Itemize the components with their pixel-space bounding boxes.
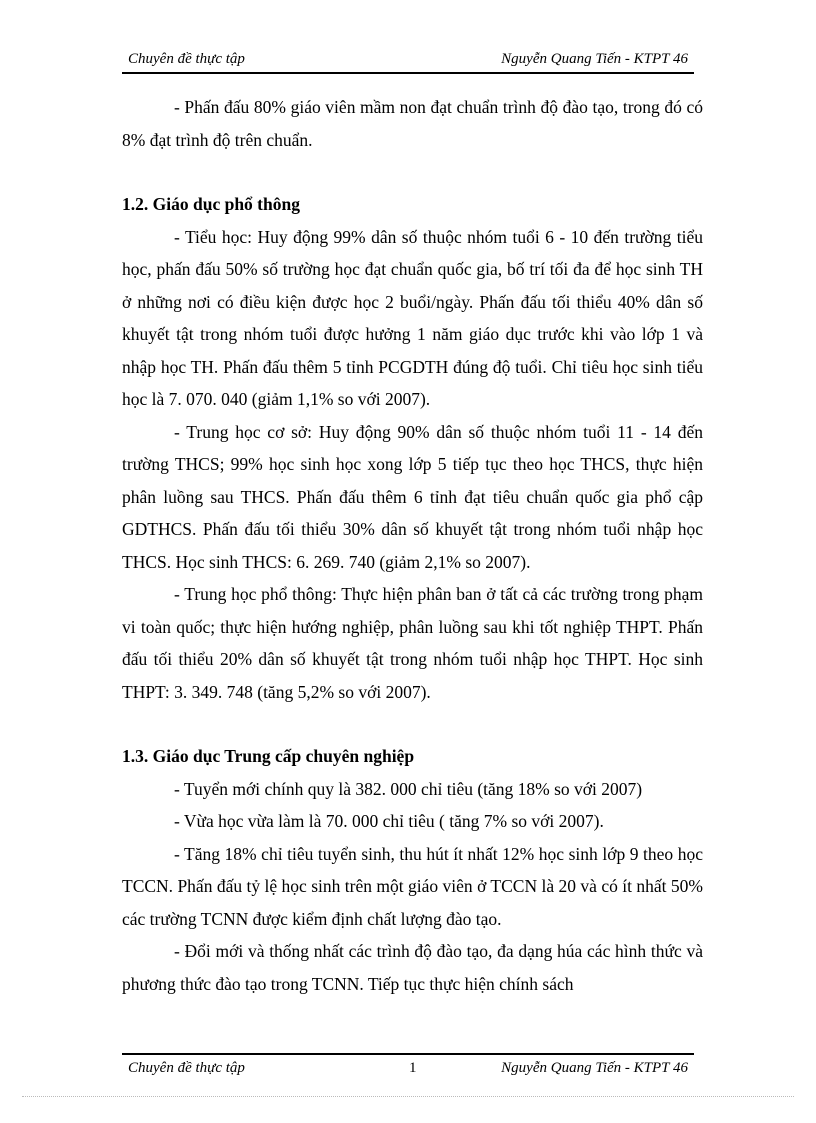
paragraph-thpt: - Trung học phổ thông: Thực hiện phân ban ở tất cả các trường trong phạm vi toàn quốc; thực hiện hướng nghiệp, phân luồng sau khi tốt nghiệp THPT. Phấn đấu tối thiểu 20% dân số khuyết tật trong nhóm tuổi nhập học THPT. Học sinh THPT: 3. 349. 748 (tăng 5,2% so với 2007).	[122, 584, 703, 702]
page-footer	[122, 1053, 694, 1079]
paragraph-tieu-hoc: - Tiểu học: Huy động 99% dân số thuộc nhóm tuổi 6 - 10 đến trường tiểu học, phấn đấu 50% số trường học đạt chuẩn quốc gia, bố trí tối đa để học sinh TH ở những nơi có điều kiện được học 2 buổi/ngày. Phấn đấu tối thiểu 40% dân số khuyết tật trong nhóm tuổi được hưởng 1 năm giáo dục trước khi vào lớp 1 và nhập học TH. Phấn đấu thêm 5 tỉnh PCGDTH đúng độ tuổi. Chỉ tiêu học sinh tiểu học là 7. 070. 040 (giảm 1,1% so với 2007).	[122, 226, 703, 409]
paragraph-tuyen-moi: - Tuyển mới chính quy là 382. 000 chỉ tiêu (tăng 18% so với 2007)	[174, 778, 643, 799]
footer-right-text: Nguyễn Quang Tiến - KTPT 46	[501, 1060, 688, 1076]
paragraph-intro: - Phấn đấu 80% giáo viên mầm non đạt chuẩn trình độ đào tạo, trong đó có 8% đạt trình độ trên chuẩn.	[122, 97, 703, 150]
paragraph-doi-moi: - Đổi mới và thống nhất các trình độ đào tạo, đa dạng húa các hình thức và phương thức đào tạo trong TCNN. Tiếp tục thực hiện chính sách	[122, 941, 703, 994]
spacer	[122, 156, 703, 188]
section-heading-1-2: 1.2. Giáo dục phổ thông	[122, 194, 300, 214]
paragraph-vua-hoc: - Vừa học vừa làm là 70. 000 chỉ tiêu ( tăng 7% so với 2007).	[174, 811, 604, 831]
header-right-text: Nguyễn Quang Tiến - KTPT 46	[501, 51, 688, 67]
footer-left-text: Chuyên đề thực tập	[128, 1060, 245, 1076]
page-bottom-divider	[22, 1096, 794, 1097]
paragraph-thcs: - Trung học cơ sở: Huy động 90% dân số thuộc nhóm tuổi 11 - 14 đến trường THCS; 99% học sinh học xong lớp 5 tiếp tục theo học THCS, thực hiện phân luồng sau THCS. Phấn đấu thêm 6 tỉnh đạt tiêu chuẩn quốc gia phổ cập GDTHCS. Phấn đấu tối thiểu 30% dân số khuyết tật trong nhóm tuổi nhập học THCS. Học sinh THCS: 6. 269. 740 (giảm 2,1% so 2007).	[122, 421, 703, 572]
spacer	[122, 708, 703, 740]
header-left-text: Chuyên đề thực tập	[128, 51, 245, 67]
page-number: 1	[409, 1060, 417, 1076]
page-header	[122, 50, 694, 74]
paragraph-tang: - Tăng 18% chỉ tiêu tuyển sinh, thu hút ít nhất 12% học sinh lớp 9 theo học TCCN. Phấn đấu tỷ lệ học sinh trên một giáo viên ở TCCN là 20 và có ít nhất 50% các trường TCNN được kiểm định chất lượng đào tạo.	[122, 843, 703, 929]
section-heading-1-3: 1.3. Giáo dục Trung cấp chuyên nghiệp	[122, 746, 415, 766]
document-body	[122, 91, 703, 1000]
